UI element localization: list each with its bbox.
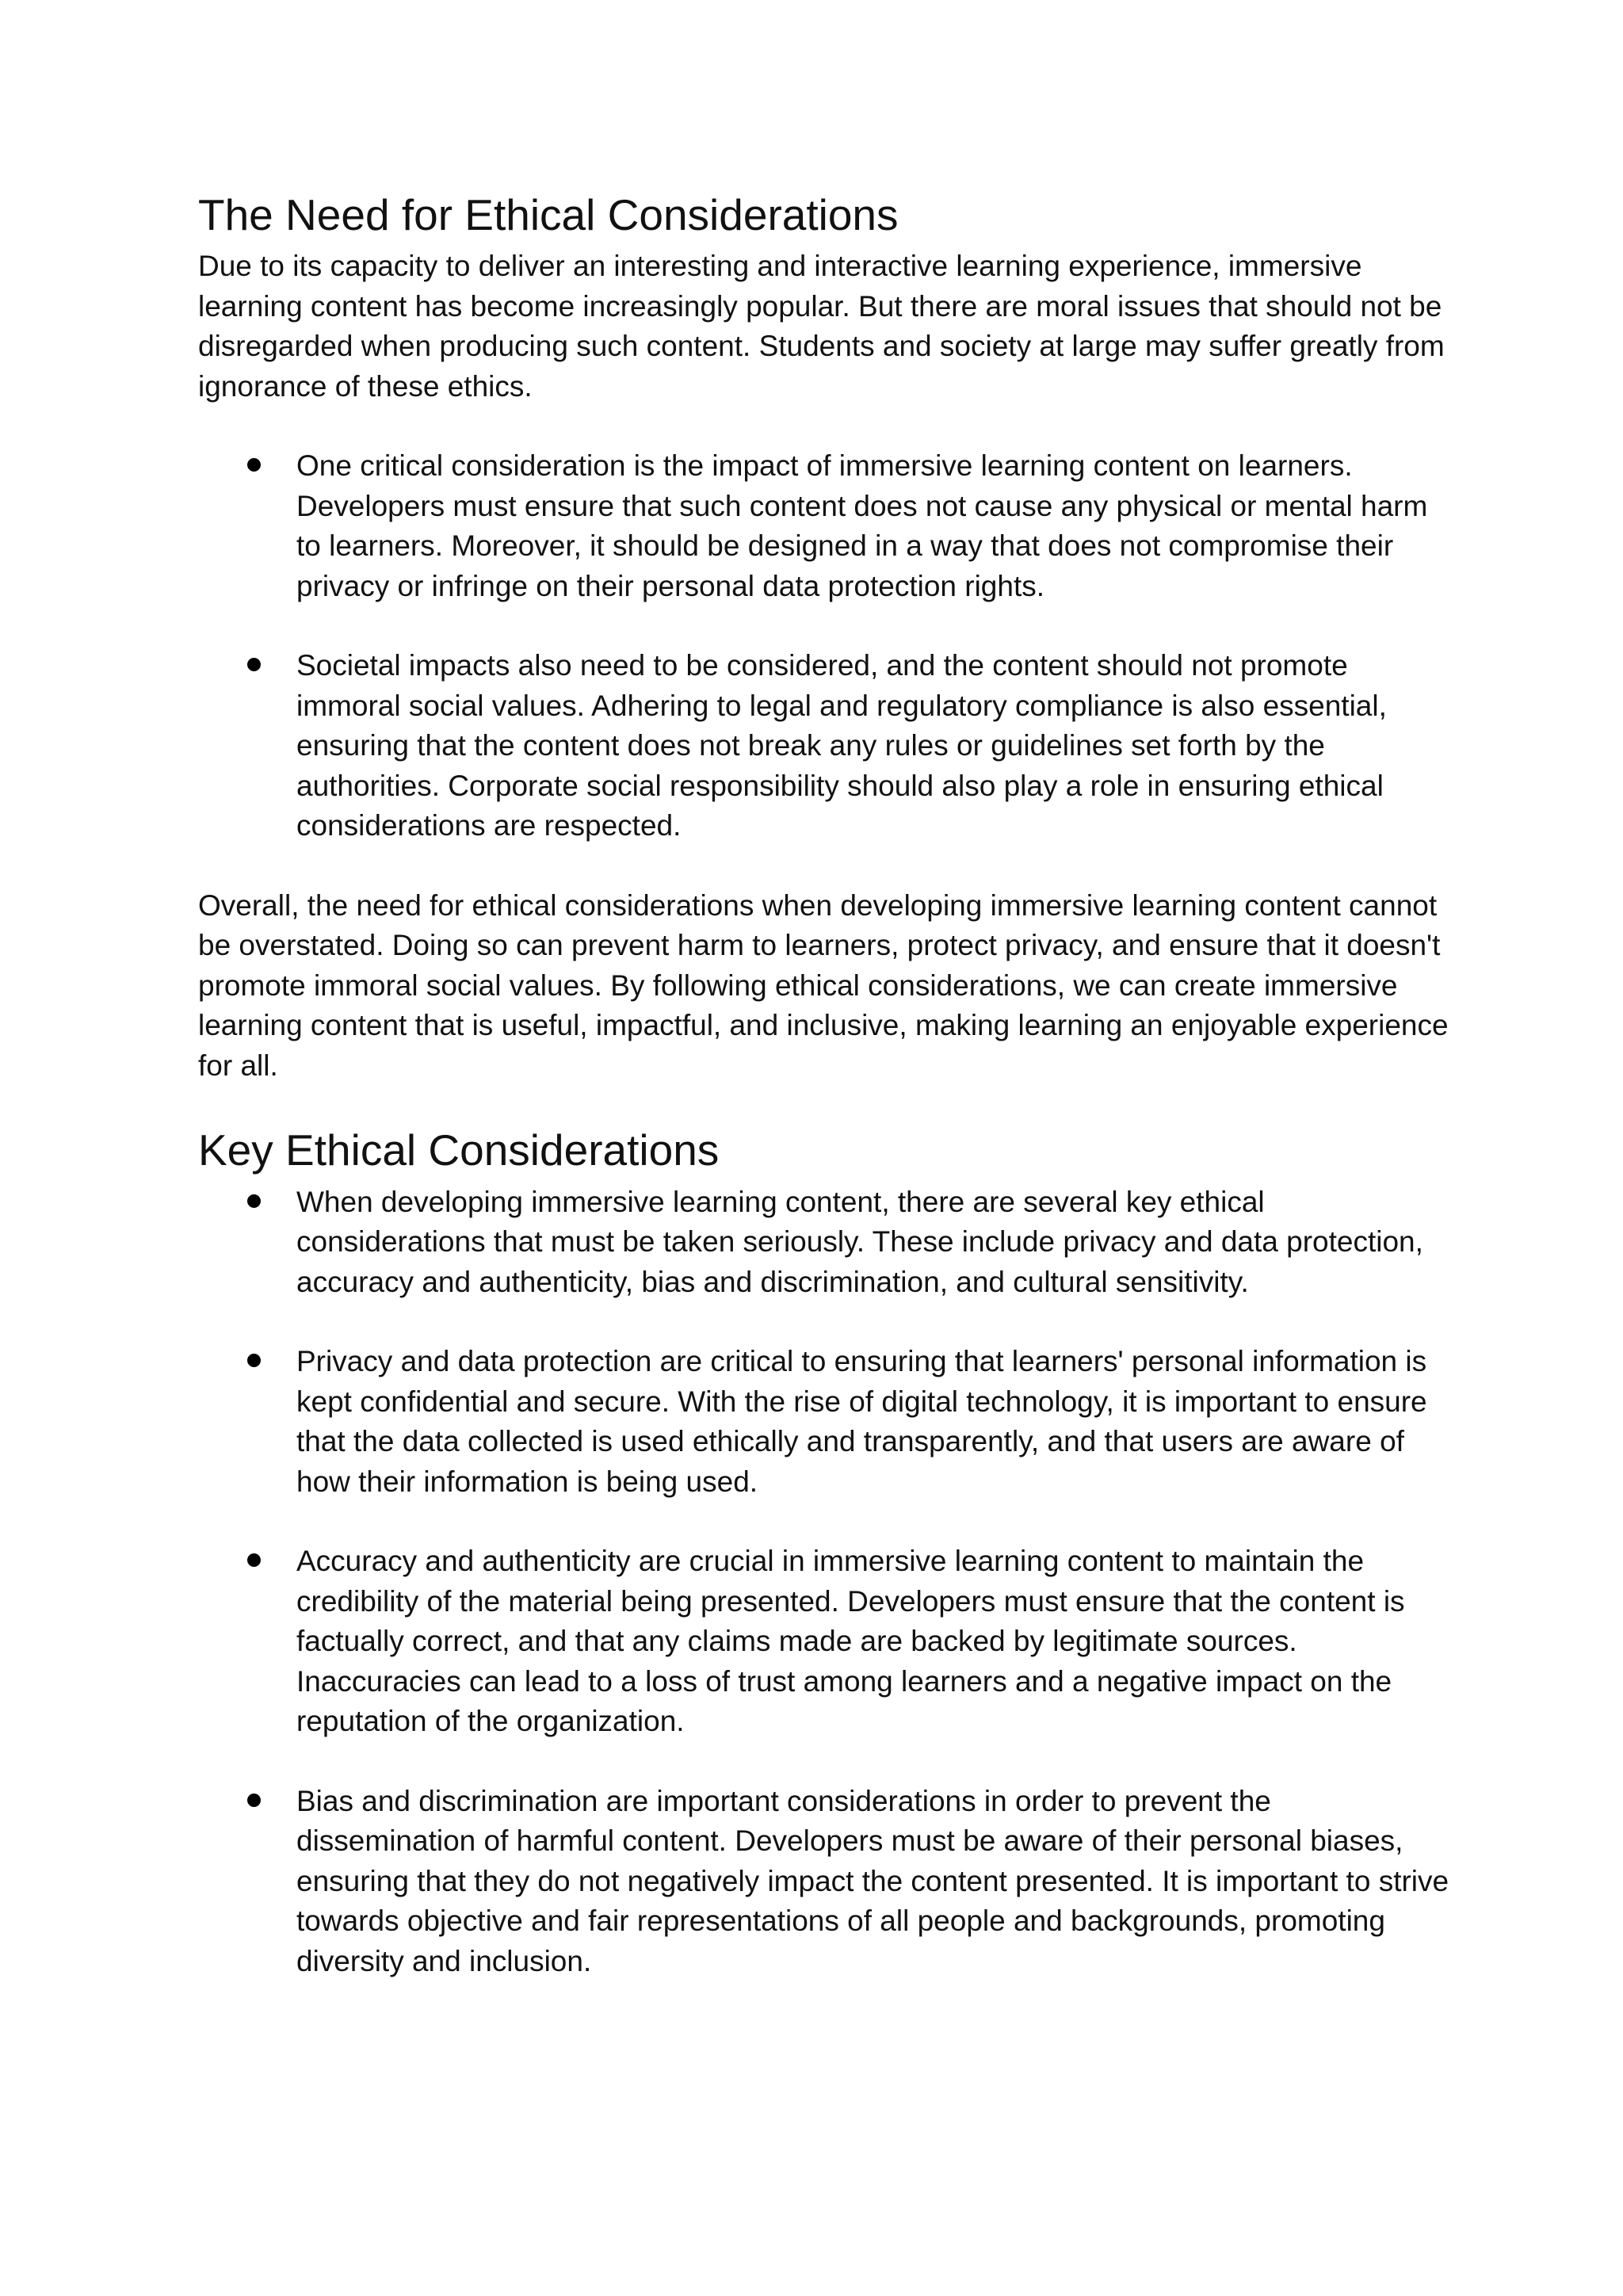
spacer [198,846,1450,886]
list-item-text: Societal impacts also need to be considered, and the content should not promote immoral social values. Adhering to legal and regulatory compliance is also essential, ensuring that the content does not break any rules or guidelines set forth by the authorities. Corporate social responsibility should also play a role in ensuring ethical considerations are respected. [296,649,1387,842]
bullet-icon [247,1194,261,1208]
list-item-text: Bias and discrimination are important considerations in order to prevent the dissemination of harmful content. Developers must be aware of their personal biases, ensuring that they do not negatively impact the content presented. It is important to strive towards objective and fair representations of all people and backgrounds, promoting diversity and inclusion. [296,1784,1449,1977]
list-item [198,646,1450,846]
spacer [198,1302,1450,1342]
bullet-icon [247,1553,261,1567]
list-item [198,1541,1450,1742]
spacer [198,1742,1450,1782]
list-item-text: Privacy and data protection are critical to ensuring that learners' personal information is kept confidential and secure. With the rise of digital technology, it is important to ensure that the data collected is used ethically and transparently, and that users are aware of how their information is being used. [296,1345,1427,1498]
section1-bullet-list [198,446,1450,846]
list-item [198,1342,1450,1502]
bullet-icon [247,458,261,472]
list-item [198,1182,1450,1303]
spacer [198,407,1450,446]
bullet-icon [247,658,261,671]
section2-bullet-list [198,1182,1450,1982]
bullet-icon [247,1354,261,1367]
conclusion-paragraph: Overall, the need for ethical considerations when developing immersive learning content cannot be overstated. Doing so can prevent harm to learners, protect privacy, and ensure that it doesn't promote immoral social values. By following ethical considerations, we can create immersive learning content that is useful, impactful, and inclusive, making learning an enjoyable experience for all. [198,888,1449,1082]
section-heading-key-ethical-considerations: Key Ethical Considerations [198,1125,720,1175]
section-heading-need-for-ethical-considerations: The Need for Ethical Considerations [198,190,899,239]
spacer [198,1502,1450,1541]
intro-paragraph: Due to its capacity to deliver an interesting and interactive learning experience, immersive learning content has become increasingly popular. But there are moral issues that should not be disregarded when producing such content. Students and society at large may suffer greatly from ignorance of these ethics. [198,250,1445,403]
list-item-text: When developing immersive learning content, there are several key ethical considerations that must be taken seriously. These include privacy and data protection, accuracy and authenticity, bias and discrimination, and cultural sensitivity. [296,1185,1423,1298]
list-item-text: One critical consideration is the impact of immersive learning content on learners. Developers must ensure that such content does not cause any physical or mental harm to learners. Moreover, it should be designed in a way that does not compromise their privacy or infringe on their personal data protection rights. [296,449,1428,602]
document-page [198,190,1450,1981]
list-item [198,446,1450,606]
spacer [198,1086,1450,1125]
spacer [198,606,1450,646]
list-item-text: Accuracy and authenticity are crucial in immersive learning content to maintain the credibility of the material being presented. Developers must ensure that the content is factually correct, and that any claims made are backed by legitimate sources. Inaccuracies can lead to a loss of trust among learners and a negative impact on the reputation of the organization. [296,1545,1405,1737]
bullet-icon [247,1794,261,1807]
list-item [198,1782,1450,1982]
